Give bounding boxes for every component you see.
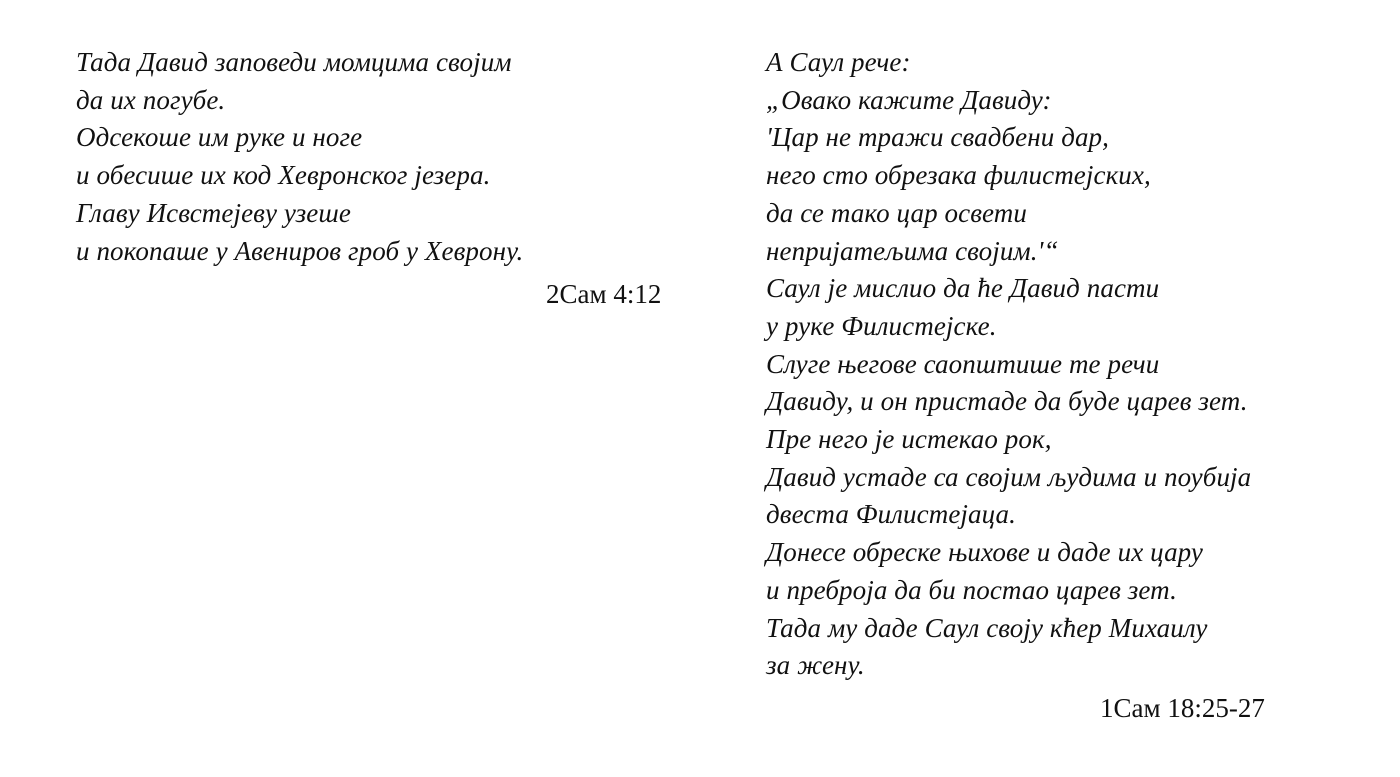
- left-passage: [76, 44, 662, 309]
- verse-line: Главу Исвстејеву узеше: [76, 197, 351, 228]
- verse-line: него сто обрезака филистејских,: [766, 160, 1151, 191]
- verse-line: двеста Филистејаца.: [766, 499, 1017, 530]
- verse-line: за жену.: [766, 650, 865, 681]
- right-passage: [766, 44, 1396, 723]
- verse-line: 'Цар не тражи свадбени дар,: [766, 122, 1110, 153]
- verse-line: Тада му даде Саул своју кћер Михаилу: [766, 612, 1208, 643]
- verse-line: Одсекоше им руке и ноге: [76, 122, 363, 153]
- verse-line: Тада Давид заповеди момцима својим: [76, 47, 512, 77]
- verse-line: да их погубе.: [76, 84, 226, 115]
- verse-line: Саул је мислио да ће Давид пасти: [766, 273, 1160, 304]
- verse-line: Давиду, и он пристаде да буде царев зет.: [766, 386, 1248, 417]
- verse-line: „Овако кажите Давиду:: [766, 84, 1052, 115]
- verse-line: непријатељима својим.'“: [766, 235, 1059, 266]
- verse-line: Слуге његове саопштише те речи: [766, 348, 1160, 379]
- right-passage-lines: [766, 44, 1396, 685]
- verse-line: и преброја да би постао царев зет.: [766, 574, 1177, 605]
- verse-line: А Саул рече:: [766, 47, 911, 77]
- scripture-reference: 1Сам 18:25-27: [1100, 693, 1265, 723]
- verse-line: Донесе обреске њихове и даде их цару: [766, 537, 1203, 568]
- verse-line: и покопаше у Авениров гроб у Хеврону.: [76, 235, 524, 266]
- verse-line: и обесише их код Хевронског језера.: [76, 160, 491, 191]
- verse-line: да се тако цар освети: [766, 197, 1027, 228]
- verse-line: у руке Филистејске.: [766, 310, 997, 341]
- verse-line: Пре него је истекао рок,: [766, 424, 1052, 455]
- verse-line: Давид устаде са својим људима и поубија: [766, 461, 1252, 492]
- scripture-reference: 2Сам 4:12: [546, 279, 662, 309]
- left-passage-lines: [76, 44, 636, 270]
